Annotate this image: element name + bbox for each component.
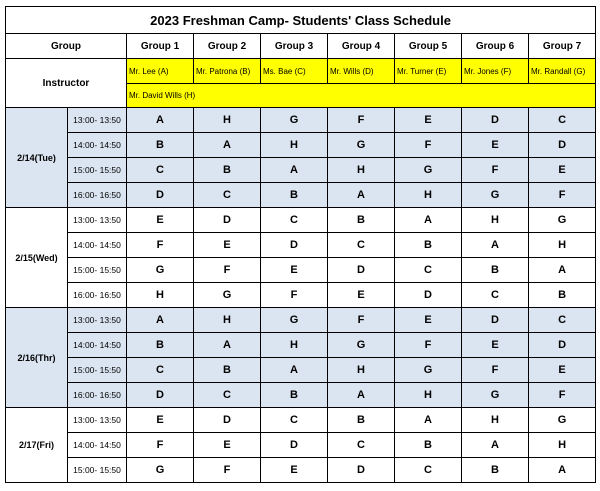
schedule-cell: A — [127, 308, 194, 333]
schedule-cell: H — [261, 133, 328, 158]
time-slot: 15:00- 15:50 — [68, 158, 127, 183]
schedule-cell: D — [194, 208, 261, 233]
day-date: 2/16(Thr) — [6, 308, 68, 408]
schedule-row — [6, 208, 596, 233]
schedule-cell: A — [462, 233, 529, 258]
group-header-6: Group 6 — [462, 34, 529, 59]
time-slot: 13:00- 13:50 — [68, 408, 127, 433]
schedule-cell: G — [462, 383, 529, 408]
schedule-cell: G — [261, 308, 328, 333]
schedule-cell: F — [462, 158, 529, 183]
group-header-row — [6, 34, 596, 59]
title-row — [6, 7, 596, 34]
time-slot: 14:00- 14:50 — [68, 133, 127, 158]
schedule-cell: D — [395, 283, 462, 308]
schedule-cell: E — [261, 458, 328, 483]
schedule-cell: H — [395, 383, 462, 408]
schedule-cell: G — [328, 333, 395, 358]
schedule-cell: A — [395, 408, 462, 433]
group-header-7: Group 7 — [529, 34, 596, 59]
schedule-row — [6, 233, 596, 258]
schedule-cell: A — [127, 108, 194, 133]
schedule-cell: G — [261, 108, 328, 133]
instructor-extra: Mr. David Wills (H) — [127, 84, 596, 108]
schedule-cell: A — [529, 458, 596, 483]
schedule-cell: A — [462, 433, 529, 458]
time-slot: 13:00- 13:50 — [68, 208, 127, 233]
time-slot: 14:00- 14:50 — [68, 433, 127, 458]
time-slot: 13:00- 13:50 — [68, 108, 127, 133]
instructor-label: Instructor — [6, 59, 127, 108]
schedule-cell: D — [328, 258, 395, 283]
schedule-cell: E — [328, 283, 395, 308]
schedule-cell: C — [462, 283, 529, 308]
schedule-cell: E — [395, 308, 462, 333]
instructor-row — [6, 59, 596, 84]
schedule-cell: D — [462, 108, 529, 133]
schedule-row — [6, 283, 596, 308]
schedule-cell: E — [127, 208, 194, 233]
schedule-cell: H — [395, 183, 462, 208]
schedule-row — [6, 158, 596, 183]
schedule-cell: E — [529, 358, 596, 383]
schedule-cell: H — [127, 283, 194, 308]
schedule-cell: F — [127, 233, 194, 258]
schedule-cell: E — [462, 333, 529, 358]
schedule-cell: G — [462, 183, 529, 208]
schedule-row — [6, 258, 596, 283]
schedule-cell: B — [194, 158, 261, 183]
schedule-cell: D — [462, 308, 529, 333]
schedule-cell: C — [261, 208, 328, 233]
schedule-cell: F — [328, 308, 395, 333]
schedule-cell: E — [462, 133, 529, 158]
time-slot: 16:00- 16:50 — [68, 183, 127, 208]
schedule-cell: B — [529, 283, 596, 308]
schedule-cell: B — [395, 233, 462, 258]
schedule-row — [6, 383, 596, 408]
instructor-cell: Mr. Wills (D) — [328, 59, 395, 84]
schedule-cell: C — [127, 158, 194, 183]
instructor-cell: Mr. Randall (G) — [529, 59, 596, 84]
time-slot: 15:00- 15:50 — [68, 258, 127, 283]
schedule-cell: H — [462, 208, 529, 233]
schedule-cell: B — [194, 358, 261, 383]
schedule-row — [6, 433, 596, 458]
schedule-cell: G — [395, 358, 462, 383]
schedule-row — [6, 108, 596, 133]
schedule-table — [5, 6, 596, 483]
schedule-cell: G — [328, 133, 395, 158]
instructor-cell: Mr. Lee (A) — [127, 59, 194, 84]
group-header-3: Group 3 — [261, 34, 328, 59]
schedule-cell: G — [127, 458, 194, 483]
schedule-cell: F — [395, 333, 462, 358]
schedule-cell: H — [328, 358, 395, 383]
schedule-cell: E — [194, 433, 261, 458]
time-slot: 15:00- 15:50 — [68, 358, 127, 383]
time-slot: 15:00- 15:50 — [68, 458, 127, 483]
schedule-cell: H — [194, 308, 261, 333]
schedule-cell: C — [529, 108, 596, 133]
schedule-cell: A — [328, 383, 395, 408]
time-slot: 13:00- 13:50 — [68, 308, 127, 333]
schedule-cell: C — [395, 258, 462, 283]
schedule-cell: A — [395, 208, 462, 233]
schedule-row — [6, 308, 596, 333]
day-date: 2/15(Wed) — [6, 208, 68, 308]
group-header-4: Group 4 — [328, 34, 395, 59]
schedule-cell: F — [194, 258, 261, 283]
schedule-cell: D — [529, 133, 596, 158]
schedule-cell: D — [127, 383, 194, 408]
day-date: 2/14(Tue) — [6, 108, 68, 208]
schedule-cell: H — [261, 333, 328, 358]
schedule-cell: H — [462, 408, 529, 433]
group-header-label: Group — [6, 34, 127, 59]
schedule-row — [6, 358, 596, 383]
instructor-cell: Mr. Jones (F) — [462, 59, 529, 84]
schedule-cell: G — [529, 408, 596, 433]
schedule-cell: E — [395, 108, 462, 133]
schedule-cell: B — [395, 433, 462, 458]
schedule-cell: H — [194, 108, 261, 133]
instructor-cell: Mr. Turner (E) — [395, 59, 462, 84]
schedule-cell: A — [194, 133, 261, 158]
schedule-cell: B — [462, 458, 529, 483]
schedule-cell: H — [328, 158, 395, 183]
schedule-row — [6, 133, 596, 158]
schedule-cell: C — [328, 233, 395, 258]
schedule-cell: B — [328, 408, 395, 433]
schedule-row — [6, 458, 596, 483]
schedule-cell: G — [395, 158, 462, 183]
schedule-row — [6, 333, 596, 358]
schedule-cell: A — [194, 333, 261, 358]
schedule-cell: C — [328, 433, 395, 458]
schedule-cell: D — [261, 433, 328, 458]
time-slot: 16:00- 16:50 — [68, 383, 127, 408]
schedule-cell: C — [127, 358, 194, 383]
schedule-cell: B — [127, 333, 194, 358]
schedule-cell: D — [529, 333, 596, 358]
schedule-cell: F — [261, 283, 328, 308]
schedule-cell: B — [261, 183, 328, 208]
schedule-cell: E — [529, 158, 596, 183]
schedule-cell: A — [529, 258, 596, 283]
schedule-cell: D — [194, 408, 261, 433]
schedule-cell: H — [529, 233, 596, 258]
group-header-5: Group 5 — [395, 34, 462, 59]
schedule-cell: C — [529, 308, 596, 333]
schedule-row — [6, 408, 596, 433]
time-slot: 14:00- 14:50 — [68, 233, 127, 258]
schedule-cell: D — [127, 183, 194, 208]
time-slot: 14:00- 14:50 — [68, 333, 127, 358]
schedule-cell: B — [328, 208, 395, 233]
schedule-cell: D — [328, 458, 395, 483]
schedule-cell: G — [194, 283, 261, 308]
schedule-cell: A — [261, 358, 328, 383]
schedule-cell: B — [261, 383, 328, 408]
schedule-cell: A — [261, 158, 328, 183]
group-header-1: Group 1 — [127, 34, 194, 59]
schedule-cell: B — [462, 258, 529, 283]
schedule-cell: C — [194, 383, 261, 408]
schedule-title: 2023 Freshman Camp- Students' Class Schedule — [6, 7, 596, 34]
schedule-cell: D — [261, 233, 328, 258]
schedule-cell: F — [194, 458, 261, 483]
schedule-cell: E — [261, 258, 328, 283]
schedule-cell: F — [462, 358, 529, 383]
schedule-cell: E — [194, 233, 261, 258]
schedule-cell: A — [328, 183, 395, 208]
schedule-cell: C — [261, 408, 328, 433]
schedule-cell: H — [529, 433, 596, 458]
schedule-cell: F — [395, 133, 462, 158]
schedule-cell: F — [529, 183, 596, 208]
schedule-cell: F — [127, 433, 194, 458]
schedule-cell: G — [529, 208, 596, 233]
schedule-cell: B — [127, 133, 194, 158]
schedule-cell: F — [328, 108, 395, 133]
instructor-cell: Mr. Patrona (B) — [194, 59, 261, 84]
schedule-sheet — [5, 6, 595, 483]
instructor-cell: Ms. Bae (C) — [261, 59, 328, 84]
schedule-cell: C — [395, 458, 462, 483]
schedule-row — [6, 183, 596, 208]
schedule-cell: F — [529, 383, 596, 408]
schedule-cell: E — [127, 408, 194, 433]
group-header-2: Group 2 — [194, 34, 261, 59]
schedule-cell: G — [127, 258, 194, 283]
day-date: 2/17(Fri) — [6, 408, 68, 483]
time-slot: 16:00- 16:50 — [68, 283, 127, 308]
schedule-cell: C — [194, 183, 261, 208]
